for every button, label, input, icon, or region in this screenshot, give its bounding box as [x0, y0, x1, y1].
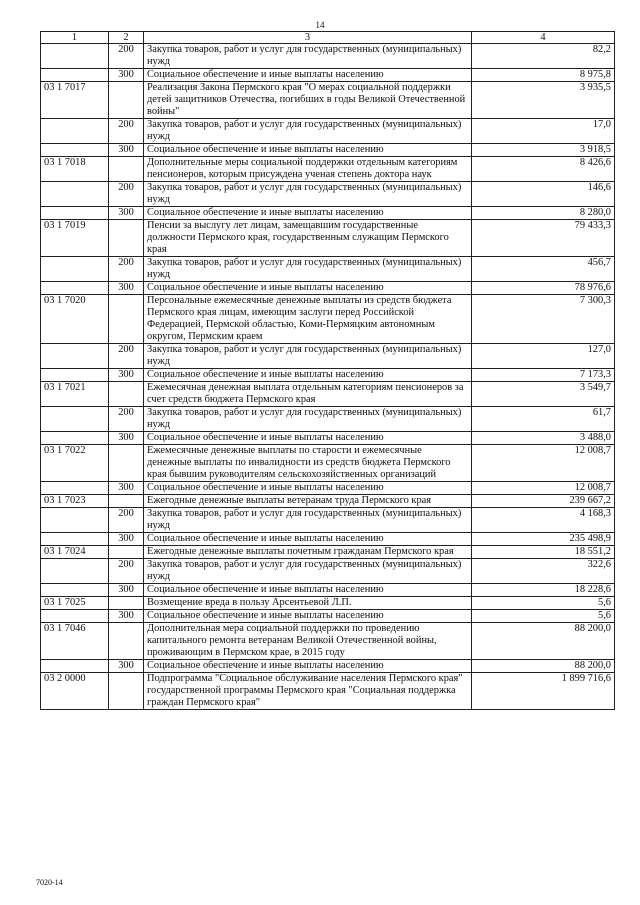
table-row: [41, 369, 615, 382]
expense-type-code: 200: [109, 182, 144, 207]
target-article-code: 03 1 7019: [41, 220, 109, 257]
target-article-code: [41, 69, 109, 82]
row-amount: 5,6: [472, 597, 615, 610]
table-row: [41, 344, 615, 369]
row-description: Подпрограмма "Социальное обслуживание населения Пермского края" государственной программы Пермского края "Социальная поддержка граждан Пермского края": [144, 673, 472, 710]
row-amount: 88 200,0: [472, 623, 615, 660]
expense-type-code: 300: [109, 69, 144, 82]
target-article-code: [41, 407, 109, 432]
table-header-row: [41, 32, 615, 44]
row-amount: 8 280,0: [472, 207, 615, 220]
expense-type-code: [109, 295, 144, 344]
row-amount: 322,6: [472, 559, 615, 584]
row-description: Пенсии за выслугу лет лицам, замещавшим государственные должности Пермского края, государственным служащим Пермского края: [144, 220, 472, 257]
target-article-code: [41, 257, 109, 282]
row-description: Закупка товаров, работ и услуг для государственных (муниципальных) нужд: [144, 344, 472, 369]
table-row: [41, 182, 615, 207]
row-amount: 12 008,7: [472, 482, 615, 495]
table-row: [41, 82, 615, 119]
row-amount: 235 498,9: [472, 533, 615, 546]
row-amount: 18 551,2: [472, 546, 615, 559]
expense-type-code: 300: [109, 533, 144, 546]
target-article-code: [41, 207, 109, 220]
row-amount: 8 975,8: [472, 69, 615, 82]
row-description: Закупка товаров, работ и услуг для государственных (муниципальных) нужд: [144, 44, 472, 69]
target-article-code: 03 1 7024: [41, 546, 109, 559]
table-row: [41, 382, 615, 407]
row-description: Социальное обеспечение и иные выплаты населению: [144, 282, 472, 295]
expense-type-code: 200: [109, 119, 144, 144]
expense-type-code: 300: [109, 369, 144, 382]
table-row: [41, 597, 615, 610]
table-row: [41, 546, 615, 559]
row-amount: 8 426,6: [472, 157, 615, 182]
row-description: Социальное обеспечение и иные выплаты населению: [144, 369, 472, 382]
row-description: Социальное обеспечение и иные выплаты населению: [144, 610, 472, 623]
row-description: Дополнительные меры социальной поддержки отдельным категориям пенсионеров, которым присуждена ученая степень доктора наук: [144, 157, 472, 182]
target-article-code: 03 1 7021: [41, 382, 109, 407]
column-header-4: 4: [472, 32, 615, 44]
row-amount: 88 200,0: [472, 660, 615, 673]
expense-type-code: [109, 382, 144, 407]
row-description: Ежемесячные денежные выплаты по старости и ежемесячные денежные выплаты по инвалидности из средств бюджета Пермского края бывшим руководителям сельскохозяйственных организаций: [144, 445, 472, 482]
target-article-code: 03 1 7023: [41, 495, 109, 508]
target-article-code: 03 1 7022: [41, 445, 109, 482]
expense-type-code: [109, 220, 144, 257]
table-row: [41, 257, 615, 282]
expense-type-code: 300: [109, 432, 144, 445]
table-row: [41, 482, 615, 495]
target-article-code: 03 2 0000: [41, 673, 109, 710]
row-description: Закупка товаров, работ и услуг для государственных (муниципальных) нужд: [144, 182, 472, 207]
row-description: Социальное обеспечение и иные выплаты населению: [144, 660, 472, 673]
row-amount: 5,6: [472, 610, 615, 623]
target-article-code: 03 1 7017: [41, 82, 109, 119]
expense-type-code: 200: [109, 407, 144, 432]
table-row: [41, 69, 615, 82]
target-article-code: [41, 182, 109, 207]
expense-type-code: [109, 623, 144, 660]
row-description: Закупка товаров, работ и услуг для государственных (муниципальных) нужд: [144, 119, 472, 144]
row-description: Социальное обеспечение и иные выплаты населению: [144, 482, 472, 495]
row-description: Дополнительная мера социальной поддержки по проведению капитального ремонта ветеранам Великой Отечественной войны, проживающим в Пермском крае, в 2015 году: [144, 623, 472, 660]
row-amount: 3 918,5: [472, 144, 615, 157]
column-header-3: 3: [144, 32, 472, 44]
table-body: [41, 44, 615, 710]
row-description: Социальное обеспечение и иные выплаты населению: [144, 207, 472, 220]
table-row: [41, 610, 615, 623]
row-amount: 1 899 716,6: [472, 673, 615, 710]
target-article-code: [41, 559, 109, 584]
column-header-2: 2: [109, 32, 144, 44]
table-row: [41, 559, 615, 584]
row-description: Социальное обеспечение и иные выплаты населению: [144, 144, 472, 157]
table-row: [41, 432, 615, 445]
row-amount: 146,6: [472, 182, 615, 207]
row-amount: 7 300,3: [472, 295, 615, 344]
target-article-code: 03 1 7046: [41, 623, 109, 660]
target-article-code: [41, 584, 109, 597]
table-row: [41, 445, 615, 482]
target-article-code: [41, 533, 109, 546]
budget-table: [40, 31, 615, 710]
row-description: Социальное обеспечение и иные выплаты населению: [144, 432, 472, 445]
table-row: [41, 157, 615, 182]
expense-type-code: [109, 495, 144, 508]
target-article-code: [41, 432, 109, 445]
table-row: [41, 207, 615, 220]
expense-type-code: 300: [109, 660, 144, 673]
table-row: [41, 282, 615, 295]
target-article-code: [41, 508, 109, 533]
target-article-code: [41, 282, 109, 295]
target-article-code: [41, 610, 109, 623]
row-description: Социальное обеспечение и иные выплаты населению: [144, 69, 472, 82]
target-article-code: 03 1 7018: [41, 157, 109, 182]
target-article-code: [41, 482, 109, 495]
expense-type-code: 300: [109, 610, 144, 623]
row-amount: 18 228,6: [472, 584, 615, 597]
table-row: [41, 673, 615, 710]
expense-type-code: [109, 673, 144, 710]
table-row: [41, 533, 615, 546]
row-description: Закупка товаров, работ и услуг для государственных (муниципальных) нужд: [144, 559, 472, 584]
target-article-code: [41, 660, 109, 673]
row-amount: 239 667,2: [472, 495, 615, 508]
column-header-1: 1: [41, 32, 109, 44]
row-amount: 12 008,7: [472, 445, 615, 482]
table-row: [41, 295, 615, 344]
table-row: [41, 220, 615, 257]
row-amount: 82,2: [472, 44, 615, 69]
target-article-code: 03 1 7020: [41, 295, 109, 344]
expense-type-code: [109, 597, 144, 610]
expense-type-code: [109, 82, 144, 119]
target-article-code: 03 1 7025: [41, 597, 109, 610]
row-description: Реализация Закона Пермского края "О мерах социальной поддержки детей защитников Отечества, погибших в годы Великой Отечественной войны": [144, 82, 472, 119]
row-description: Ежегодные денежные выплаты ветеранам труда Пермского края: [144, 495, 472, 508]
row-amount: 4 168,3: [472, 508, 615, 533]
table-row: [41, 660, 615, 673]
row-amount: 127,0: [472, 344, 615, 369]
expense-type-code: 300: [109, 584, 144, 597]
target-article-code: [41, 369, 109, 382]
table-row: [41, 407, 615, 432]
row-amount: 78 976,6: [472, 282, 615, 295]
row-description: Социальное обеспечение и иные выплаты населению: [144, 533, 472, 546]
row-description: Ежемесячная денежная выплата отдельным категориям пенсионеров за счет средств бюджета Пермского края: [144, 382, 472, 407]
table-row: [41, 495, 615, 508]
target-article-code: [41, 344, 109, 369]
expense-type-code: 200: [109, 559, 144, 584]
expense-type-code: [109, 546, 144, 559]
target-article-code: [41, 44, 109, 69]
target-article-code: [41, 144, 109, 157]
document-code: 7020-14: [36, 878, 63, 887]
expense-type-code: [109, 157, 144, 182]
expense-type-code: 300: [109, 282, 144, 295]
table-row: [41, 508, 615, 533]
row-description: Ежегодные денежные выплаты почетным гражданам Пермского края: [144, 546, 472, 559]
target-article-code: [41, 119, 109, 144]
table-row: [41, 119, 615, 144]
row-amount: 3 935,5: [472, 82, 615, 119]
row-amount: 456,7: [472, 257, 615, 282]
expense-type-code: 300: [109, 207, 144, 220]
row-description: Персональные ежемесячные денежные выплаты из средств бюджета Пермского края лицам, имеющим заслуги перед Российской Федерацией, Пермской областью, Коми-Пермяцким автономным округом, Пермским краем: [144, 295, 472, 344]
row-description: Закупка товаров, работ и услуг для государственных (муниципальных) нужд: [144, 407, 472, 432]
row-description: Закупка товаров, работ и услуг для государственных (муниципальных) нужд: [144, 508, 472, 533]
expense-type-code: 300: [109, 144, 144, 157]
row-amount: 3 549,7: [472, 382, 615, 407]
expense-type-code: 200: [109, 344, 144, 369]
row-amount: 7 173,3: [472, 369, 615, 382]
page-number: 14: [315, 20, 325, 30]
expense-type-code: 200: [109, 257, 144, 282]
table-row: [41, 144, 615, 157]
row-amount: 17,0: [472, 119, 615, 144]
row-amount: 61,7: [472, 407, 615, 432]
row-description: Социальное обеспечение и иные выплаты населению: [144, 584, 472, 597]
expense-type-code: 200: [109, 508, 144, 533]
expense-type-code: 200: [109, 44, 144, 69]
expense-type-code: 300: [109, 482, 144, 495]
expense-type-code: [109, 445, 144, 482]
table-row: [41, 44, 615, 69]
row-amount: 3 488,0: [472, 432, 615, 445]
row-description: Закупка товаров, работ и услуг для государственных (муниципальных) нужд: [144, 257, 472, 282]
row-amount: 79 433,3: [472, 220, 615, 257]
table-row: [41, 584, 615, 597]
table-row: [41, 623, 615, 660]
row-description: Возмещение вреда в пользу Арсентьевой Л.П.: [144, 597, 472, 610]
